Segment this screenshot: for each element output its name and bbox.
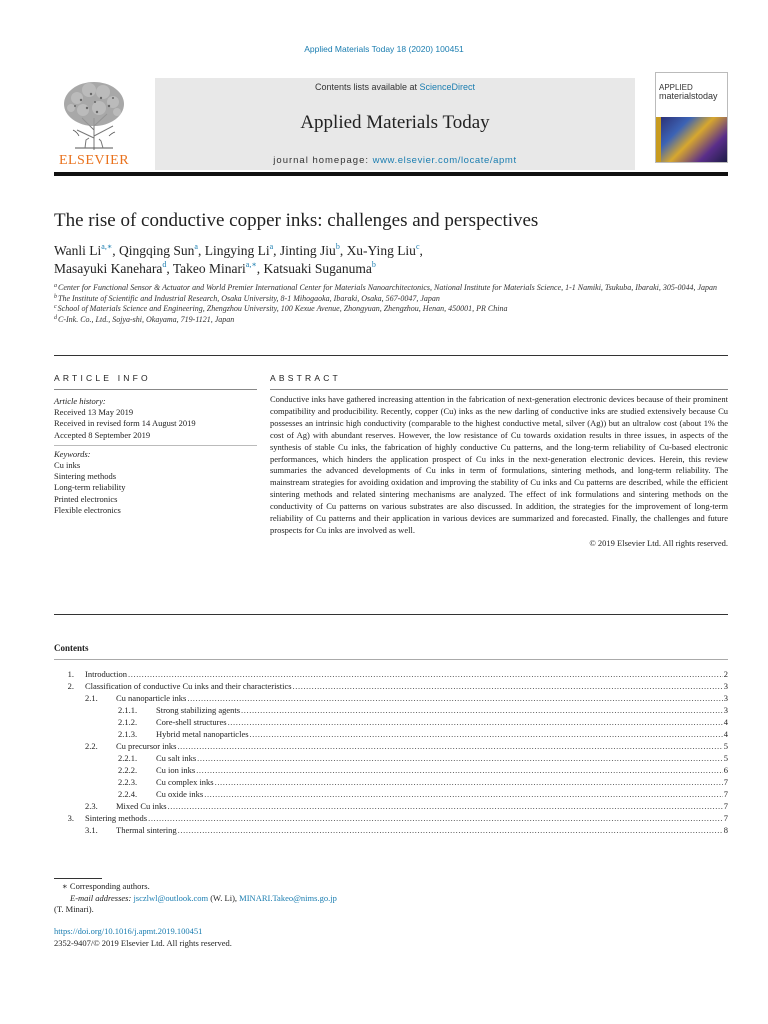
email-owner-minari: (T. Minari). bbox=[54, 904, 94, 914]
toc-dot-leader bbox=[293, 680, 723, 692]
contents-prefix: Contents lists available at bbox=[314, 82, 420, 92]
toc-page-number: 7 bbox=[723, 801, 728, 811]
toc-section-title: Thermal sintering bbox=[116, 825, 177, 835]
journal-homepage-link[interactable]: www.elsevier.com/locate/apmt bbox=[372, 155, 517, 166]
author-name[interactable]: Qingqing Sun bbox=[119, 243, 195, 258]
journal-cover-thumbnail[interactable] bbox=[655, 72, 728, 163]
toc-section-number: 2.2.3. bbox=[118, 777, 138, 787]
author-affiliation-marker[interactable]: c bbox=[415, 242, 420, 251]
toc-dot-leader bbox=[228, 716, 723, 728]
article-info-heading: ARTICLE INFO bbox=[54, 373, 151, 383]
toc-section-number: 2.3. bbox=[85, 801, 98, 811]
toc-page-number: 3 bbox=[723, 681, 728, 691]
journal-banner bbox=[155, 78, 635, 170]
toc-dot-leader bbox=[196, 764, 723, 776]
keyword-item: Printed electronics bbox=[54, 493, 118, 504]
accepted-date: Accepted 8 September 2019 bbox=[54, 429, 151, 440]
toc-page-number: 2 bbox=[723, 669, 728, 679]
table-of-contents bbox=[54, 668, 728, 836]
toc-dot-leader bbox=[148, 812, 723, 824]
doi-link[interactable]: https://doi.org/10.1016/j.apmt.2019.100451 bbox=[54, 926, 203, 936]
footnotes bbox=[54, 881, 454, 916]
elsevier-logo[interactable] bbox=[54, 78, 134, 170]
author-separator: , bbox=[166, 261, 173, 276]
affiliation-item bbox=[54, 294, 728, 305]
author-line-2 bbox=[54, 260, 728, 278]
toc-entry[interactable] bbox=[54, 680, 728, 692]
keyword-item: Long-term reliability bbox=[54, 482, 126, 493]
toc-page-number: 7 bbox=[723, 777, 728, 787]
keyword-item: Sintering methods bbox=[54, 471, 117, 482]
affiliation-list bbox=[54, 283, 728, 325]
article-info-rule bbox=[54, 389, 257, 390]
toc-entry[interactable] bbox=[54, 704, 728, 716]
homepage-prefix: journal homepage: bbox=[273, 155, 373, 166]
toc-section-number: 2.1. bbox=[85, 693, 98, 703]
email-link-li[interactable]: jsczlwl@outlook.com bbox=[133, 892, 209, 903]
keyword-item: Cu inks bbox=[54, 460, 81, 471]
affiliation-key: c bbox=[54, 304, 57, 310]
author-affiliation-marker[interactable]: a,∗ bbox=[245, 260, 257, 269]
toc-dot-leader bbox=[204, 788, 723, 800]
keyword-item: Flexible electronics bbox=[54, 504, 121, 515]
abstract-panel bbox=[270, 394, 728, 550]
cover-title bbox=[659, 83, 718, 101]
author-separator: , bbox=[256, 261, 264, 276]
author-affiliation-marker[interactable]: a bbox=[269, 242, 274, 251]
author-separator: , bbox=[419, 243, 423, 258]
affiliation-text: School of Materials Science and Engineering, Zhengzhou University, 100 Kexue Avenue, Zhongyuan, Zhengzhou, Henan, 450001, PR China bbox=[57, 304, 508, 313]
toc-section-title: Cu precursor inks bbox=[116, 741, 177, 751]
author-separator: , bbox=[273, 243, 280, 258]
author-separator: , bbox=[197, 243, 205, 258]
toc-dot-leader bbox=[250, 728, 723, 740]
contents-heading: Contents bbox=[54, 643, 89, 653]
author-affiliation-marker[interactable]: b bbox=[371, 260, 376, 269]
toc-dot-leader bbox=[168, 800, 723, 812]
toc-dot-leader bbox=[197, 752, 723, 764]
article-title: The rise of conductive copper inks: challenges and perspectives bbox=[54, 210, 539, 231]
affiliation-item bbox=[54, 283, 728, 294]
article-info-separator bbox=[54, 445, 257, 446]
journal-homepage-line bbox=[155, 155, 635, 166]
abstract-text: Conductive inks have gathered increasing attention in the fabrication of next-generation electronic devices because of their prominent compatibility and producibility. Recently, copper (Cu) inks as the new darling of conductive inks are studied extensively because Cu possesses an intrinsic high conductivity (comparable to the highest conductive metal, silver (Ag)) but an ultralow cost (about 1% the cost of Ag) with abundant reserves. However, the low resistance of Cu towards oxidation results in three issues, in aspects of the synthesis of stable Cu inks, the fabrication of highly conductive Cu patterns, and the long-term reliability of Cu-based electronic performances, which hinders the application prospect of Cu inks in the next-generation electronic devices. Herein, this review summaries the advanced developments of Cu inks in term of formulations, sintering methods, and long-term reliability. The mainstream strategies for avoiding oxidation and improving the stability of Cu inks and Cu patterns are described, while the efficient sintering methods and related sintering mechanisms are analyzed. The effect of ink formulations and sintering methods on the conductivity of Cu patterns on various substrates are also discussed. In addition, the strategies for the improvement of long-term reliability of Cu patterns and their application in various devices are summarized and forecasted. Finally, the challenges and future prospects for Cu inks are involved as well. bbox=[270, 394, 728, 535]
author-name[interactable]: Masayuki Kanehara bbox=[54, 261, 163, 276]
article-info-panel bbox=[54, 396, 259, 516]
toc-section-number: 2. bbox=[67, 681, 74, 691]
footnote-rule bbox=[54, 878, 102, 879]
author-separator: , bbox=[339, 243, 347, 258]
toc-section-title: Core-shell structures bbox=[156, 717, 227, 727]
received-date: Received 13 May 2019 bbox=[54, 407, 134, 418]
toc-page-number: 8 bbox=[723, 825, 728, 835]
toc-entry[interactable] bbox=[54, 812, 728, 824]
toc-page-number: 3 bbox=[723, 693, 728, 703]
keyword-list bbox=[54, 460, 259, 516]
toc-page-number: 3 bbox=[723, 705, 728, 715]
toc-entry[interactable] bbox=[54, 800, 728, 812]
sciencedirect-link[interactable]: ScienceDirect bbox=[419, 82, 476, 92]
affiliation-text: Center for Functional Sensor & Actuator and World Premier International Center for Materials Nanoarchitectonics, National Institute for Materials Science, 1-1 Namiki, Tsukuba, Ibaraki, 305-0044, Japan bbox=[58, 283, 718, 292]
toc-entry[interactable] bbox=[54, 668, 728, 680]
author-name[interactable]: Lingying Li bbox=[204, 243, 270, 258]
author-list bbox=[54, 242, 728, 278]
contents-rule bbox=[54, 659, 728, 660]
toc-page-number: 7 bbox=[723, 789, 728, 799]
toc-section-title: Mixed Cu inks bbox=[116, 801, 167, 811]
toc-entry[interactable] bbox=[54, 716, 728, 728]
toc-dot-leader bbox=[187, 692, 722, 704]
author-name[interactable]: Jinting Jiu bbox=[279, 243, 336, 258]
email-addresses bbox=[54, 893, 454, 905]
journal-masthead bbox=[54, 72, 728, 170]
affiliation-text: C-Ink. Co., Ltd., Sojya-shi, Okayama, 719-1121, Japan bbox=[58, 314, 235, 324]
toc-dot-leader bbox=[241, 704, 723, 716]
article-history-heading: Article history: bbox=[54, 396, 106, 406]
toc-section-title: Classification of conductive Cu inks and their characteristics bbox=[85, 681, 292, 691]
cover-image bbox=[656, 117, 727, 163]
toc-page-number: 7 bbox=[723, 813, 728, 823]
toc-section-title: Cu complex inks bbox=[156, 777, 214, 787]
author-name[interactable]: Xu-Ying Liu bbox=[346, 243, 416, 258]
affiliation-item bbox=[54, 315, 728, 326]
abstract-divider bbox=[54, 614, 728, 615]
toc-page-number: 5 bbox=[723, 741, 728, 751]
contents-available-line bbox=[155, 82, 635, 92]
toc-page-number: 6 bbox=[723, 765, 728, 775]
toc-entry[interactable] bbox=[54, 824, 728, 836]
author-line-1 bbox=[54, 242, 728, 260]
toc-section-number: 3.1. bbox=[85, 825, 98, 835]
cover-accent-bar bbox=[656, 117, 661, 163]
author-affiliation-marker[interactable]: d bbox=[162, 260, 167, 269]
author-affiliation-marker[interactable]: b bbox=[335, 242, 340, 251]
toc-section-title: Hybrid metal nanoparticles bbox=[156, 729, 249, 739]
email-owner-li: (W. Li), bbox=[208, 892, 240, 903]
toc-section-title: Sintering methods bbox=[85, 813, 148, 823]
affiliation-text: The Institute of Scientific and Industrial Research, Osaka University, 8-1 Mihogaoka, Ibaraki, Osaka, 567-0047, Japan bbox=[58, 293, 440, 303]
toc-page-number: 5 bbox=[723, 753, 728, 763]
toc-entry[interactable] bbox=[54, 740, 728, 752]
author-name[interactable]: Takeo Minari bbox=[172, 261, 246, 276]
toc-section-number: 2.1.1. bbox=[118, 705, 138, 715]
toc-section-title: Cu oxide inks bbox=[156, 789, 204, 799]
publisher-name: ELSEVIER bbox=[58, 153, 130, 168]
masthead-divider bbox=[54, 172, 728, 176]
toc-page-number: 4 bbox=[723, 717, 728, 727]
abstract-heading: ABSTRACT bbox=[270, 373, 341, 383]
journal-citation[interactable]: Applied Materials Today 18 (2020) 100451 bbox=[304, 44, 464, 54]
journal-title: Applied Materials Today bbox=[300, 112, 490, 133]
toc-section-number: 2.2.4. bbox=[118, 789, 138, 799]
toc-section-number: 2.2.1. bbox=[118, 753, 138, 763]
toc-section-number: 3. bbox=[67, 813, 74, 823]
toc-section-title: Cu salt inks bbox=[156, 753, 197, 763]
toc-dot-leader bbox=[215, 776, 723, 788]
email-link-minari[interactable]: MINARI.Takeo@nims.go.jp bbox=[239, 892, 337, 903]
toc-page-number: 4 bbox=[723, 729, 728, 739]
doi-block bbox=[54, 926, 454, 949]
author-affiliation-marker[interactable]: a bbox=[194, 242, 198, 251]
cover-title-line2: materialstoday bbox=[659, 91, 718, 101]
toc-section-number: 2.1.3. bbox=[118, 729, 138, 739]
toc-dot-leader bbox=[178, 824, 723, 836]
issn-copyright: 2352-9407/© 2019 Elsevier Ltd. All rights reserved. bbox=[54, 937, 232, 948]
toc-dot-leader bbox=[128, 668, 723, 680]
toc-section-number: 2.1.2. bbox=[118, 717, 138, 727]
toc-section-title: Strong stabilizing agents bbox=[156, 705, 241, 715]
toc-section-title: Cu nanoparticle inks bbox=[116, 693, 187, 703]
toc-section-number: 1. bbox=[67, 669, 74, 679]
abstract-copyright: © 2019 Elsevier Ltd. All rights reserved. bbox=[589, 537, 728, 548]
affiliation-key: d bbox=[54, 314, 57, 321]
toc-entry[interactable] bbox=[54, 788, 728, 800]
revised-date: Received in revised form 14 August 2019 bbox=[54, 418, 196, 429]
affiliation-item bbox=[54, 304, 728, 315]
toc-entry[interactable] bbox=[54, 776, 728, 788]
affiliation-key: a bbox=[54, 283, 57, 289]
toc-section-title: Introduction bbox=[85, 669, 128, 679]
author-separator: , bbox=[112, 243, 120, 258]
toc-section-title: Cu ion inks bbox=[156, 765, 196, 775]
toc-section-number: 2.2. bbox=[85, 741, 98, 751]
author-name[interactable]: Katsuaki Suganuma bbox=[263, 261, 372, 276]
elsevier-tree-icon bbox=[55, 78, 133, 152]
author-name[interactable]: Wanli Li bbox=[54, 243, 102, 258]
toc-entry[interactable] bbox=[54, 728, 728, 740]
toc-entry[interactable] bbox=[54, 764, 728, 776]
toc-entry[interactable] bbox=[54, 692, 728, 704]
author-affiliation-marker[interactable]: a,∗ bbox=[101, 242, 113, 251]
corresponding-authors-note: ∗ Corresponding authors. bbox=[62, 881, 150, 891]
affiliation-divider bbox=[54, 355, 728, 356]
toc-section-number: 2.2.2. bbox=[118, 765, 138, 775]
cover-title-line1: APPLIED bbox=[659, 83, 693, 92]
affiliation-key: b bbox=[54, 293, 57, 300]
keywords-heading: Keywords: bbox=[54, 448, 91, 459]
toc-dot-leader bbox=[177, 740, 722, 752]
email-label: E-mail addresses: bbox=[70, 892, 134, 903]
abstract-rule bbox=[270, 389, 728, 390]
toc-entry[interactable] bbox=[54, 752, 728, 764]
